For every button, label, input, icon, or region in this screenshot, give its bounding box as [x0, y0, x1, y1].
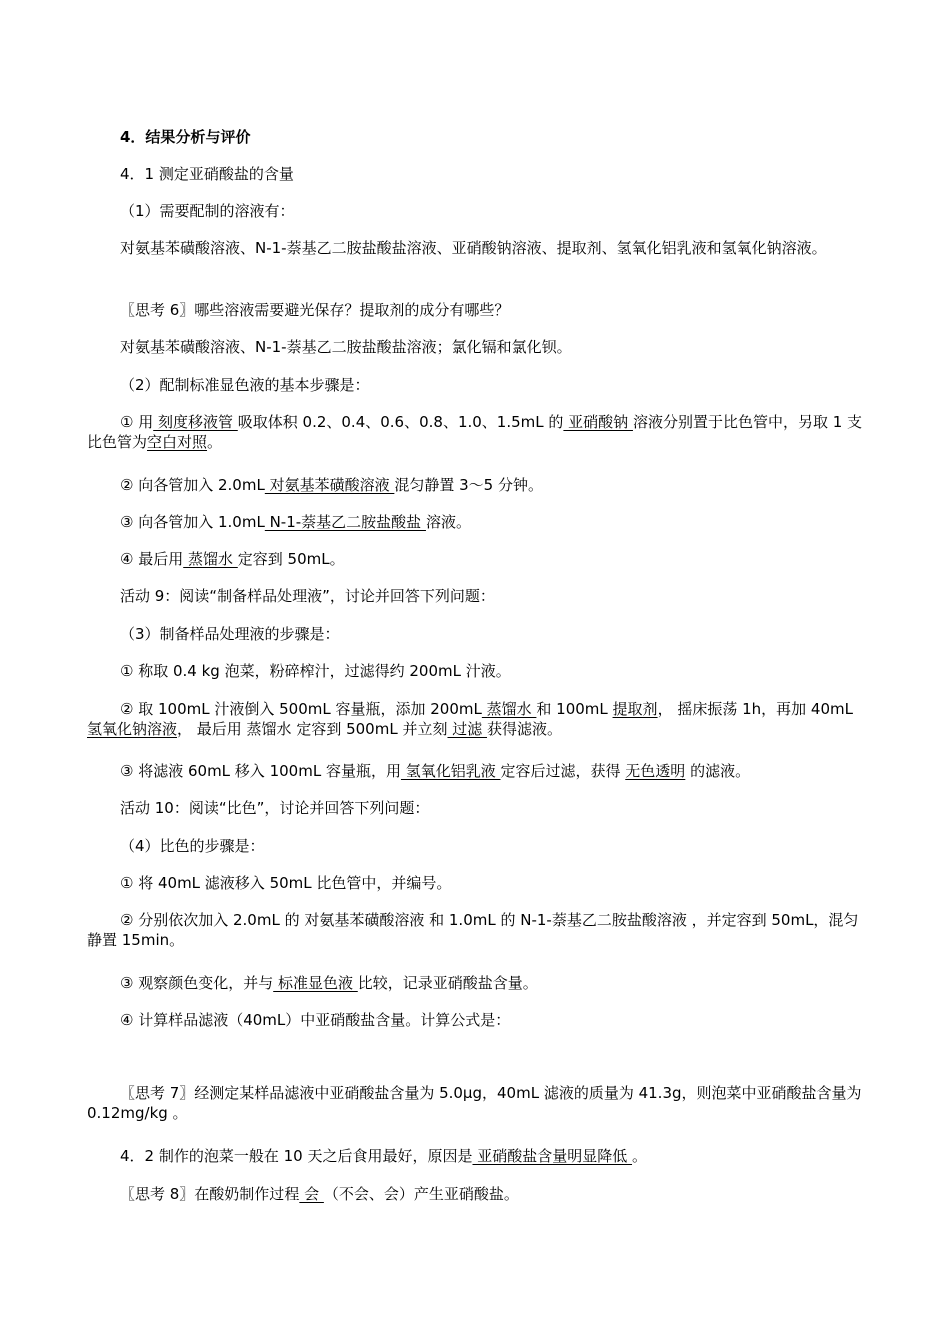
- subsection-4-2: [120, 1146, 866, 1166]
- text: ， 最后用 蒸馏水 定容到 500mL 并立刻: [177, 720, 448, 738]
- s1-title: （1）需要配制的溶液有：: [120, 202, 295, 220]
- text: 定容到 50mL。: [237, 550, 345, 568]
- text: 吸取体积 0.2、0.4、0.6、0.8、1.0、1.5mL 的: [237, 413, 564, 431]
- s4-step3: [120, 973, 866, 993]
- text: ② 取 100mL 汁液倒入 500mL 容量瓶，添加 200mL: [120, 700, 482, 718]
- text: ③ 观察颜色变化，并与: [120, 974, 274, 992]
- think8: [120, 1184, 866, 1204]
- s2-step4: [120, 549, 866, 569]
- text: 定容后过滤，获得: [500, 762, 626, 780]
- text: ③ 将滤液 60mL 移入 100mL 容量瓶，用: [120, 762, 401, 780]
- text: ③ 向各管加入 1.0mL: [120, 513, 265, 531]
- text: 。: [207, 433, 223, 451]
- text: 混匀静置 3～5 分钟。: [394, 476, 543, 494]
- answer-blank: 氢氧化钠溶液: [87, 720, 178, 738]
- answer-blank: 氢氧化铝乳液: [400, 762, 501, 780]
- text: 比较，记录亚硝酸盐含量。: [357, 974, 538, 992]
- s4-step4: ④ 计算样品滤液（40mL）中亚硝酸盐含量。计算公式是：: [120, 1011, 511, 1029]
- s2-step1: [87, 412, 866, 452]
- answer-blank: 无色透明: [625, 762, 686, 780]
- answer-blank: 提取剂: [612, 700, 658, 718]
- text: 和 100mL: [536, 700, 613, 718]
- text: 〖思考 8〗在酸奶制作过程: [120, 1185, 300, 1203]
- answer-blank: 对氨基苯磺酸溶液: [264, 476, 395, 494]
- answer-blank: 刻度移液管: [153, 413, 238, 431]
- s3-step1: ① 称取 0.4 kg 泡菜，粉碎榨汁，过滤得约 200mL 汁液。: [120, 662, 511, 680]
- activity-9: 活动 9：阅读“制备样品处理液”，讨论并回答下列问题：: [120, 587, 495, 605]
- answer-blank: 过滤: [447, 720, 488, 738]
- text: （不会、会）产生亚硝酸盐。: [323, 1185, 519, 1203]
- text: ， 摇床振荡 1h，再加 40mL: [657, 700, 853, 718]
- text: 获得滤液。: [487, 720, 563, 738]
- text: 的滤液。: [685, 762, 751, 780]
- text: ② 向各管加入 2.0mL: [120, 476, 265, 494]
- s2-step2: [120, 475, 866, 495]
- s4-title: （4）比色的步骤是：: [120, 837, 265, 855]
- s1-solutions-text: 对氨基苯磺酸溶液、N-1-萘基乙二胺盐酸盐溶液、亚硝酸钠溶液、提取剂、氢氧化铝乳液和氢氧化钠溶液。: [120, 239, 827, 257]
- answer-blank: 空白对照: [147, 433, 208, 451]
- think6-answer: 对氨基苯磺酸溶液、N-1-萘基乙二胺盐酸盐溶液；氯化镉和氯化钡。: [120, 338, 572, 356]
- s3-step3: [120, 761, 866, 781]
- text: 溶液分别置于比色管中，另取 1 支比色管为: [87, 413, 863, 451]
- answer-blank: 蒸馏水: [183, 550, 238, 568]
- s3-step2: [87, 699, 866, 739]
- answer-blank: 会: [299, 1185, 324, 1203]
- text: ① 用: [120, 413, 154, 431]
- text: 溶液。: [425, 513, 471, 531]
- s4-step1: ① 将 40mL 滤液移入 50mL 比色管中，并编号。: [120, 874, 452, 892]
- s2-step3: [120, 512, 866, 532]
- s3-title: （3）制备样品处理液的步骤是：: [120, 625, 340, 643]
- answer-blank: 亚硝酸盐含量明显降低: [472, 1147, 633, 1165]
- activity-10: 活动 10：阅读“比色”，讨论并回答下列问题：: [120, 799, 430, 817]
- answer-blank: 亚硝酸钠: [563, 413, 633, 431]
- answer-blank: 标准显色液: [273, 974, 358, 992]
- think6-question: 〖思考 6〗哪些溶液需要避光保存？提取剂的成分有哪些？: [120, 301, 510, 319]
- answer-blank: 蒸馏水: [481, 700, 537, 718]
- text: 4．2 制作的泡菜一般在 10 天之后食用最好，原因是: [120, 1147, 473, 1165]
- subsection-4-1: 4．1 测定亚硝酸盐的含量: [120, 165, 294, 183]
- answer-blank: N-1-萘基乙二胺盐酸盐: [264, 513, 426, 531]
- section-heading: 4．结果分析与评价: [120, 128, 251, 146]
- think7: 〖思考 7〗经测定某样品滤液中亚硝酸盐含量为 5.0μg，40mL 滤液的质量为 41.3g，则泡菜中亚硝酸盐含量为 0.12mg/kg 。: [87, 1084, 862, 1122]
- text: 。: [632, 1147, 648, 1165]
- text: ④ 最后用: [120, 550, 184, 568]
- s2-title: （2）配制标准显色液的基本步骤是：: [120, 376, 370, 394]
- s4-step2: ② 分别依次加入 2.0mL 的 对氨基苯磺酸溶液 和 1.0mL 的 N-1-萘基乙二胺盐酸溶液 ，并定容到 50mL，混匀静置 15min。: [87, 911, 859, 949]
